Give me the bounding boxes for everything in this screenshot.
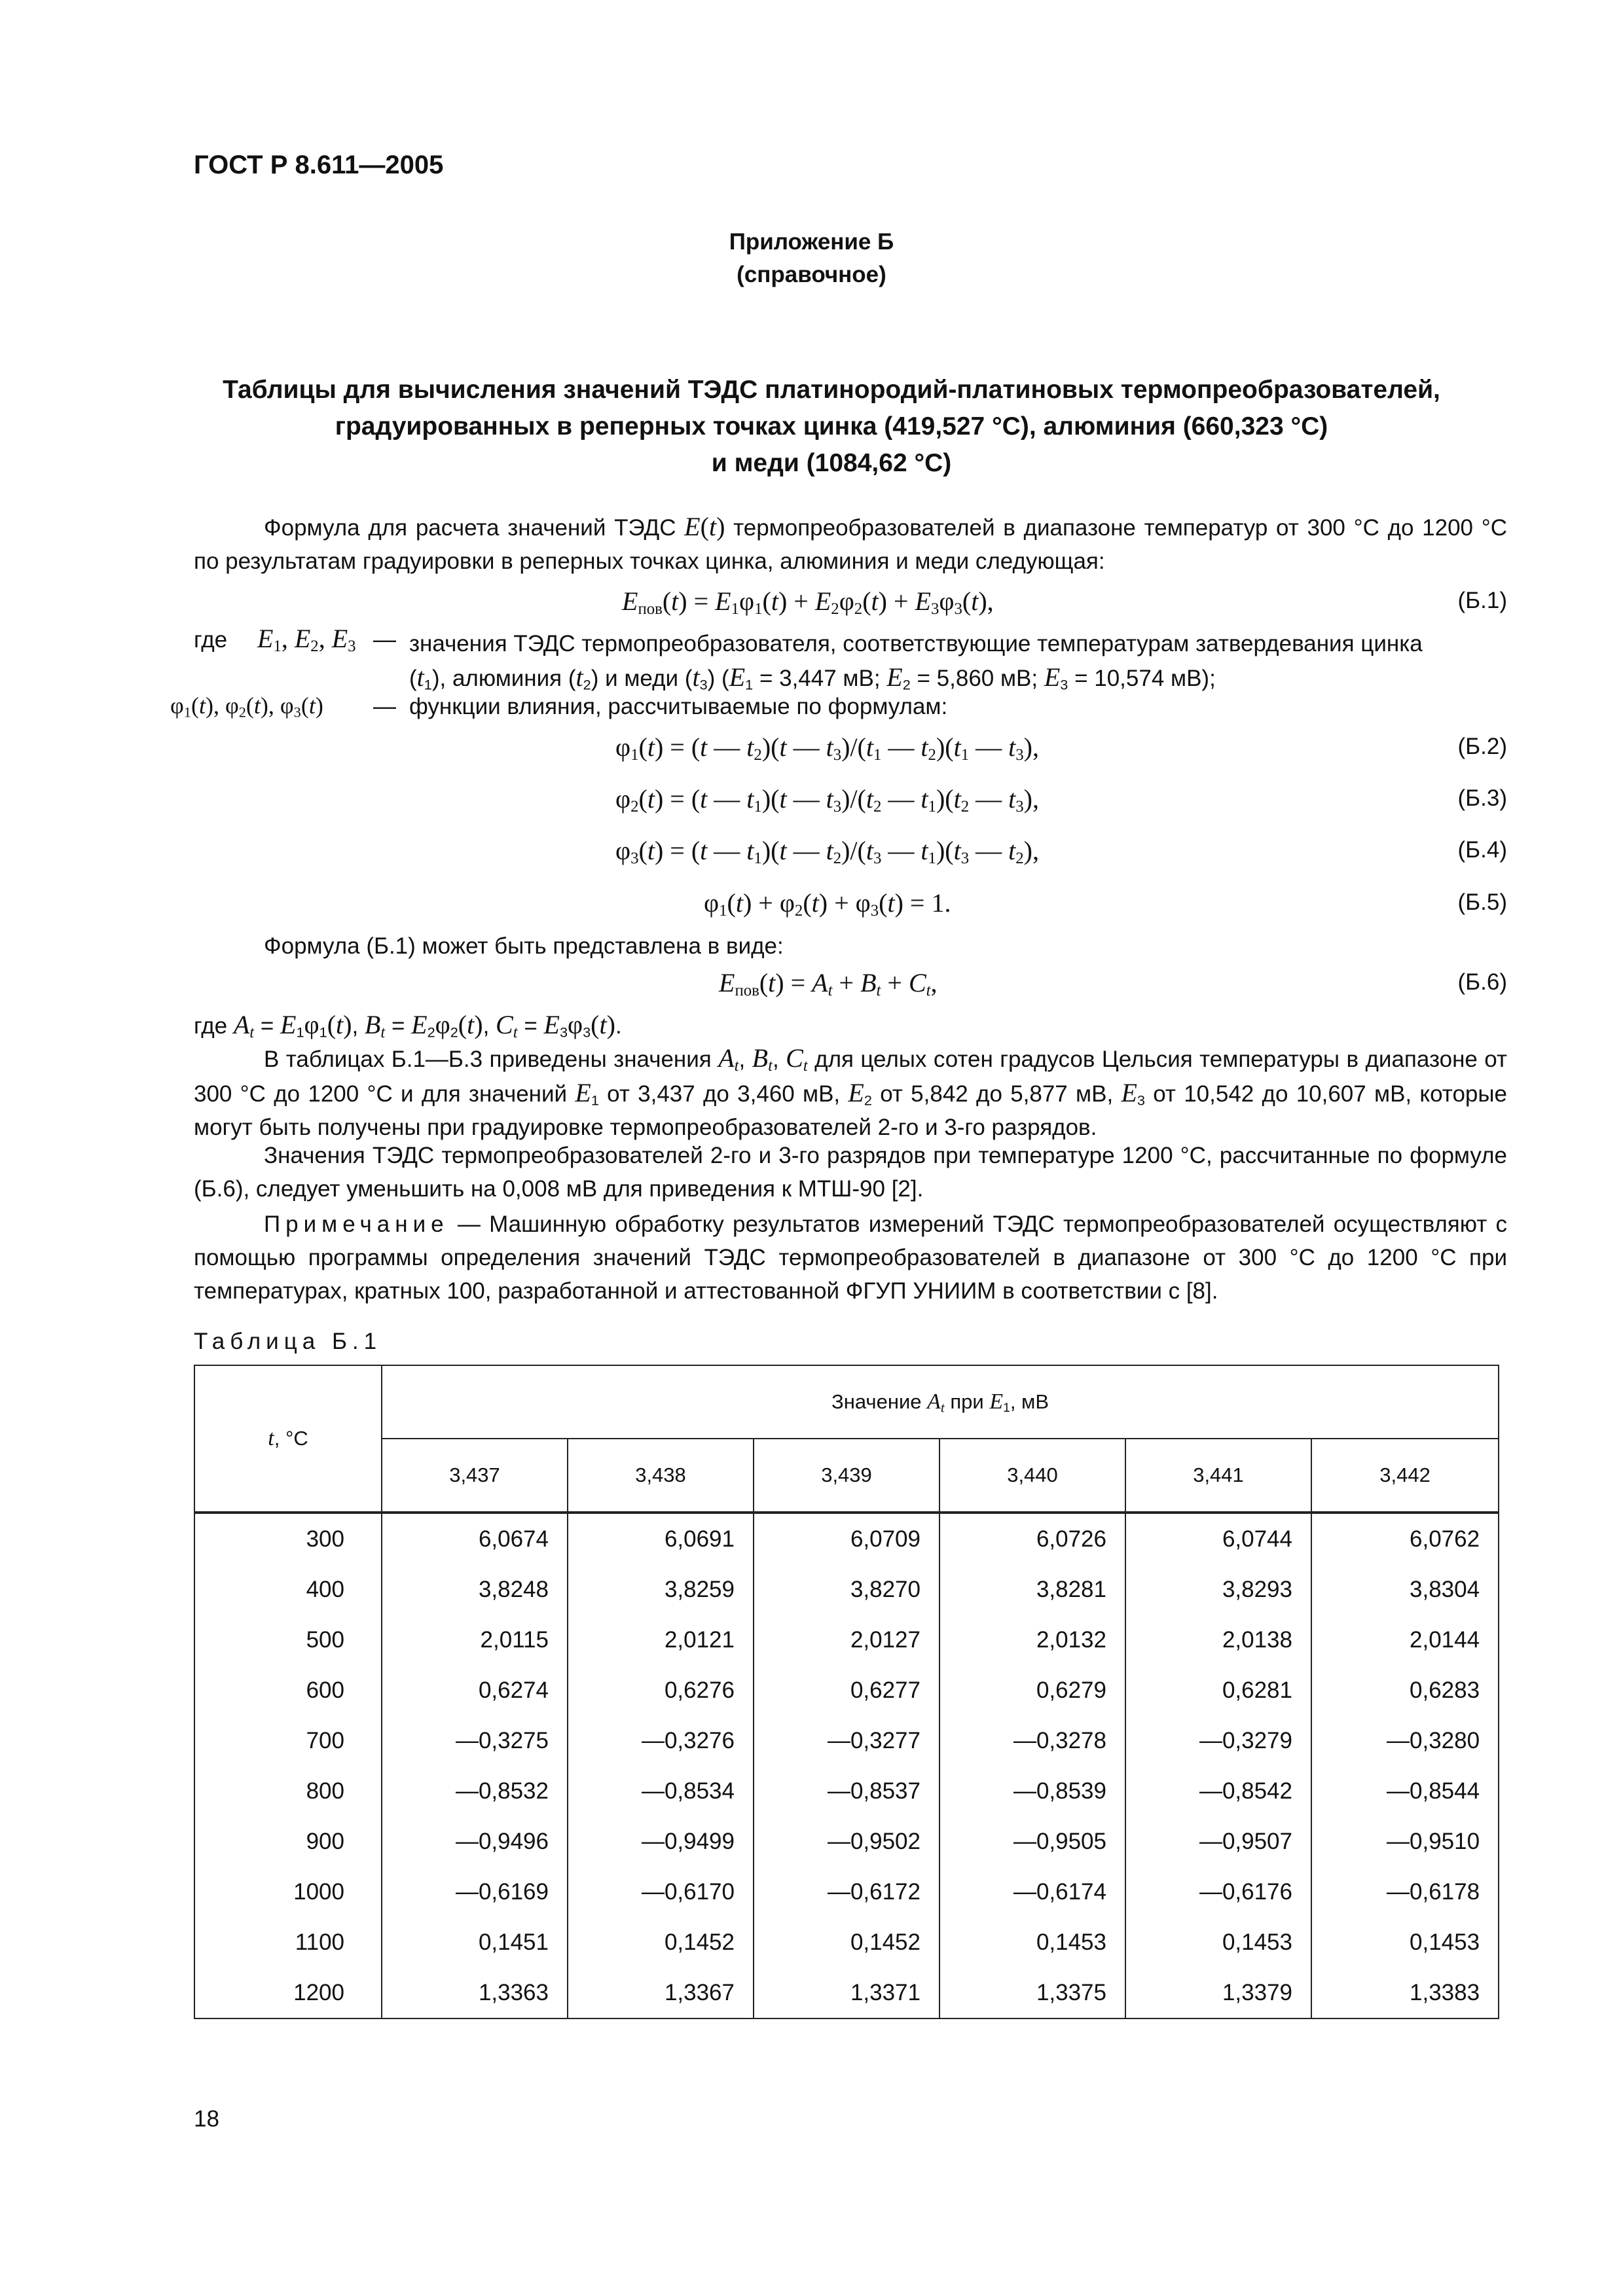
table-row [194,1816,1499,1867]
table-row [194,1513,1499,1564]
e-description: значения ТЭДС термопреобразователя, соответствующие температурам затвердевания цинка $(t_1)$, алюминия $(t_2)$ и меди $(t_3) (E_1 = 3,447$ мВ; $E_2 = 5,860$ мВ; $E_3 = 10,574$ мВ); [409,631,1423,693]
cell-value: 1,3383 [1311,1967,1499,2018]
e-symbols: $E_1$, $E_2$, $E_3$ [257,624,356,656]
column-header-e1: 3,438 [568,1439,754,1513]
table-row [194,1564,1499,1615]
cell-value: 0,1451 [382,1917,568,1967]
equation-b1: $E_{пов}(t) = E_1\varphi_1(t) + E_2\varphi_2(t) + E_3\varphi_3(t)$, [622,586,994,619]
equation-b3: $\varphi_2(t) = (t$ — $t_1)(t$ — $t_3)/(t_2$ — $t_1)(t_2$ — $t_3$), [615,784,1039,816]
cell-value: 3,8248 [382,1564,568,1615]
cell-temperature: 700 [194,1715,382,1766]
column-header-e1: 3,439 [754,1439,939,1513]
column-header-t: t, °С [194,1365,382,1513]
cell-value: 0,1453 [1125,1917,1311,1967]
values-paragraph: Значения ТЭДС термопреобразователей 2-го и 3-го разрядов при температуре 1200 °С, рассчитанные по формуле (Б.6), следует уменьшить на 0,008 мВ для приведения к МТШ-90 [2]. [194,1143,1507,1202]
cell-value: —0,9502 [754,1816,939,1867]
where-dash-2: — [373,694,396,719]
table-row [194,1715,1499,1766]
cell-temperature: 500 [194,1615,382,1665]
table-row [194,1917,1499,1967]
note-paragraph: Примечание — Машинную обработку результатов измерений ТЭДС термопреобразователей осуществляют с помощью программы определения значений ТЭДС термопреобразователей в диапазоне от 300 °С до 1200 °С при температурах, кратных 100, разработанной и аттестованной ФГУП УНИИМ в соответствии с [8]. [194,1211,1507,1304]
cell-value: —0,3276 [568,1715,754,1766]
cell-value: —0,3280 [1311,1715,1499,1766]
cell-temperature: 1200 [194,1967,382,2018]
page-number: 18 [194,2106,219,2132]
page-title [170,372,1493,482]
cell-value: 0,6281 [1125,1665,1311,1715]
cell-value: —0,3275 [382,1715,568,1766]
intro-paragraph: Формула для расчета значений ТЭДС E(t) термопреобразователей в диапазоне температур от 300 °С до 1200 °С по результатам градуировки в реперных точках цинка, алюминия и меди следующая: [194,512,1507,574]
title-line-1: Таблицы для вычисления значений ТЭДС платинородий-платиновых термопреобразователей, [223,376,1440,404]
cell-value: 2,0138 [1125,1615,1311,1665]
cell-value: 3,8270 [754,1564,939,1615]
formula-form-paragraph: Формула (Б.1) может быть представлена в виде: [264,933,784,959]
equation-number-b5: (Б.5) [1457,889,1507,915]
table-row [194,1766,1499,1816]
cell-value: —0,6170 [568,1867,754,1917]
cell-value: —0,9496 [382,1816,568,1867]
cell-value: —0,8537 [754,1766,939,1816]
where-label: где [194,627,228,653]
cell-value: —0,9510 [1311,1816,1499,1867]
cell-value: —0,6176 [1125,1867,1311,1917]
cell-value: —0,8534 [568,1766,754,1816]
cell-value: 0,1453 [1311,1917,1499,1967]
phi-description: функции влияния, рассчитываемые по формулам: [409,694,948,719]
column-header-e1: 3,440 [939,1439,1125,1513]
cell-value: 6,0726 [939,1513,1125,1564]
data-table-b1 [194,1365,1499,2019]
cell-value: 3,8259 [568,1564,754,1615]
cell-value: —0,6172 [754,1867,939,1917]
equation-b6: $E_{пов}(t) = A_t + B_t + C_t$, [719,968,938,1000]
cell-value: 2,0121 [568,1615,754,1665]
cell-value: —0,3278 [939,1715,1125,1766]
cell-value: 0,6276 [568,1665,754,1715]
column-header-e1: 3,437 [382,1439,568,1513]
cell-value: 1,3371 [754,1967,939,2018]
cell-value: 3,8281 [939,1564,1125,1615]
cell-value: 1,3363 [382,1967,568,2018]
cell-value: 0,6274 [382,1665,568,1715]
cell-value: 6,0762 [1311,1513,1499,1564]
cell-value: —0,9507 [1125,1816,1311,1867]
equation-number-b1: (Б.1) [1457,588,1507,613]
cell-value: 1,3367 [568,1967,754,2018]
note-label: Примечание [264,1211,449,1237]
equation-number-b3: (Б.3) [1457,785,1507,811]
cell-value: 1,3379 [1125,1967,1311,2018]
cell-value: 0,6279 [939,1665,1125,1715]
cell-value: 6,0674 [382,1513,568,1564]
cell-value: 3,8293 [1125,1564,1311,1615]
table-row [194,1867,1499,1917]
title-line-2: градуированных в реперных точках цинка (419,527 °С), алюминия (660,323 °С) [335,412,1328,440]
cell-value: —0,6169 [382,1867,568,1917]
column-header-e1: 3,441 [1125,1439,1311,1513]
table-row [194,1967,1499,2018]
where-abc-line: где $A_t = E_1\varphi_1(t)$, $B_t = E_2\varphi_2(t)$, $C_t = E_3\varphi_3(t)$. [194,1010,622,1042]
cell-value: —0,8532 [382,1766,568,1816]
cell-value: —0,8544 [1311,1766,1499,1816]
tables-paragraph: В таблицах Б.1—Б.3 приведены значения $A_t$, $B_t$, $C_t$ для целых сотен градусов Цельсия температуры в диапазоне от 300 °С до 1200 °С и для значений $E_1$ от 3,437 до 3,460 мВ, $E_2$ от 5,842 до 5,877 мВ, $E_3$ от 10,542 до 10,607 мВ, которые могут быть получены при градуировке термопреобразователей 2-го и 3-го разрядов. [194,1043,1508,1140]
cell-value: 0,1452 [754,1917,939,1967]
equation-b4: $\varphi_3(t) = (t$ — $t_1)(t$ — $t_2)/(t_3$ — $t_1)(t_3$ — $t_2$), [615,836,1039,868]
cell-value: 6,0691 [568,1513,754,1564]
cell-temperature: 800 [194,1766,382,1816]
cell-value: —0,8542 [1125,1766,1311,1816]
cell-value: 0,6277 [754,1665,939,1715]
table-caption: Таблица Б.1 [194,1329,382,1354]
table-row [194,1665,1499,1715]
cell-temperature: 300 [194,1513,382,1564]
equation-number-b4: (Б.4) [1457,837,1507,863]
appendix-name: Приложение Б [729,229,894,255]
equation-b5: $\varphi_1(t) + \varphi_2(t) + \varphi_3(t) = 1$. [704,888,951,920]
table-row [194,1615,1499,1665]
phi-symbols: $\varphi_1(t)$, $\varphi_2(t)$, $\varphi_3(t)$ [170,692,323,721]
cell-value: 0,1452 [568,1917,754,1967]
cell-value: 0,6283 [1311,1665,1499,1715]
where-dash-1: — [373,627,396,653]
cell-value: —0,3277 [754,1715,939,1766]
cell-temperature: 1100 [194,1917,382,1967]
equation-number-b2: (Б.2) [1457,734,1507,759]
cell-value: —0,6178 [1311,1867,1499,1917]
cell-temperature: 600 [194,1665,382,1715]
cell-value: —0,6174 [939,1867,1125,1917]
cell-value: —0,8539 [939,1766,1125,1816]
cell-value: 3,8304 [1311,1564,1499,1615]
appendix-kind: (справочное) [737,262,886,287]
column-group-header: Значение $A_t$ при $E_1$, мВ [382,1365,1499,1439]
equation-b2: $\varphi_1(t) = (t$ — $t_2)(t$ — $t_3)/(t_1$ — $t_2)(t_1$ — $t_3$), [615,732,1039,764]
cell-value: 2,0132 [939,1615,1125,1665]
cell-value: 6,0744 [1125,1513,1311,1564]
cell-value: 1,3375 [939,1967,1125,2018]
cell-value: 0,1453 [939,1917,1125,1967]
cell-temperature: 900 [194,1816,382,1867]
cell-value: 2,0127 [754,1615,939,1665]
cell-value: 2,0115 [382,1615,568,1665]
column-header-e1: 3,442 [1311,1439,1499,1513]
equation-number-b6: (Б.6) [1457,969,1507,995]
cell-value: —0,9499 [568,1816,754,1867]
standard-number: ГОСТ Р 8.611—2005 [194,151,444,179]
cell-value: —0,3279 [1125,1715,1311,1766]
cell-value: 6,0709 [754,1513,939,1564]
cell-value: —0,9505 [939,1816,1125,1867]
cell-value: 2,0144 [1311,1615,1499,1665]
title-line-3: и меди (1084,62 °С) [711,449,952,477]
cell-temperature: 400 [194,1564,382,1615]
cell-temperature: 1000 [194,1867,382,1917]
